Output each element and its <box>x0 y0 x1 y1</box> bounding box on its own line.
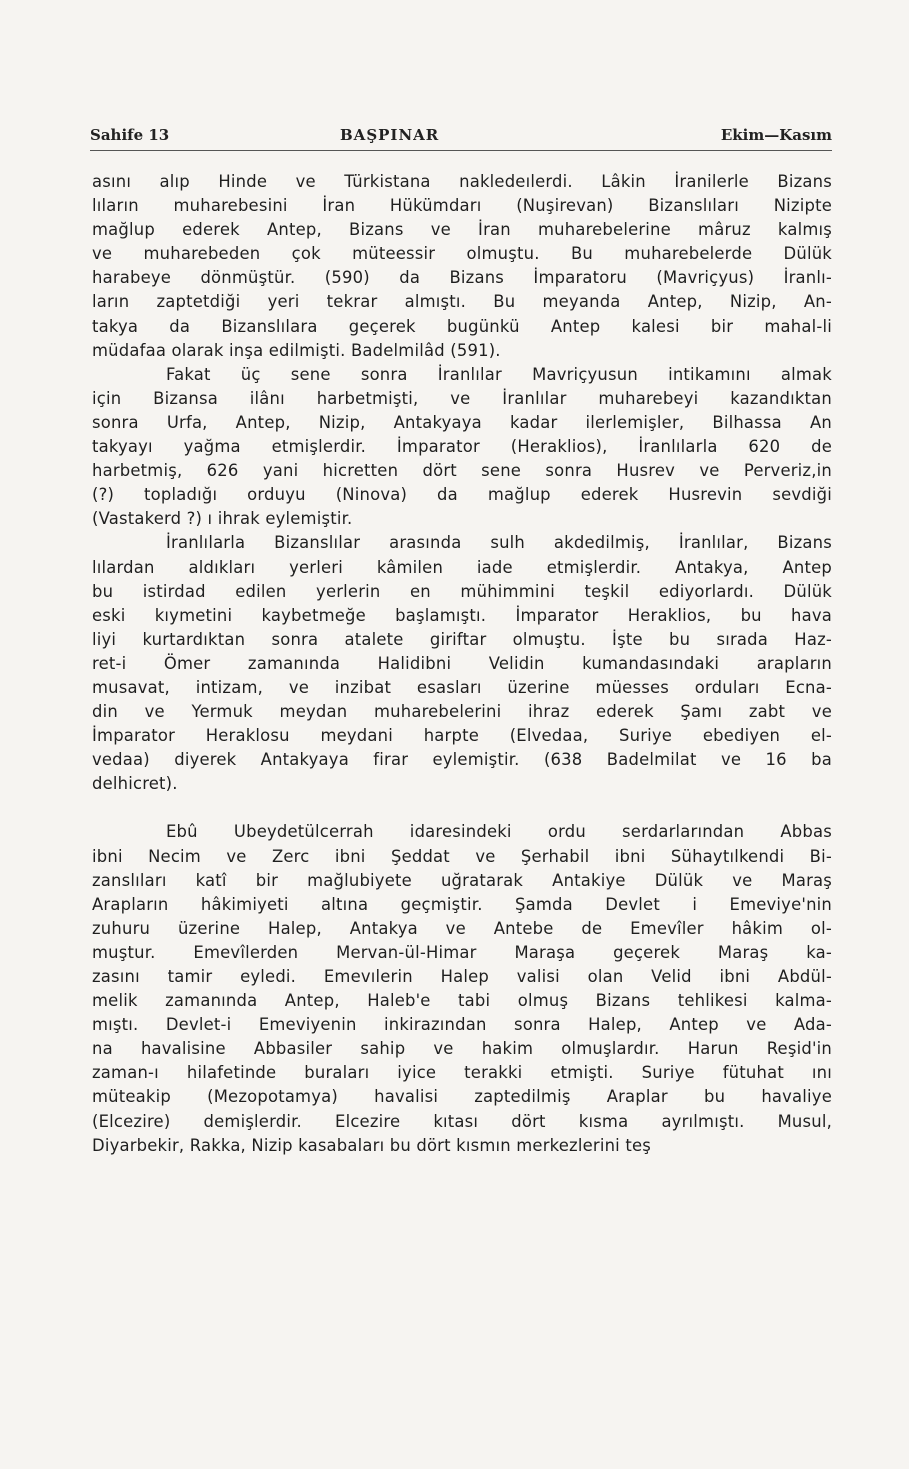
text-line: lıların muharebesini İran Hükümdarı (Nuşirevan) Bizanslıları Nizipte <box>92 196 832 216</box>
text-line: (Vastakerd ?) ı ihrak eylemiştir. <box>92 509 353 529</box>
text-line: Diyarbekir, Rakka, Nizip kasabaları bu dört kısmın merkezlerini teş <box>92 1135 651 1155</box>
text-line: Fakat üç sene sonra İranlılar Mavriçyusun intikamını almak <box>166 364 832 384</box>
text-line: müteakip (Mezopotamya) havalisi zaptedilmiş Araplar bu havaliye <box>92 1087 832 1107</box>
paragraph-gap <box>92 796 832 820</box>
text-line: mağlup ederek Antep, Bizans ve İran muharebelerine mâruz kalmış <box>92 220 832 240</box>
text-line: İmparator Heraklosu meydani harpte (Elvedaa, Suriye ebediyen el- <box>92 726 832 746</box>
text-line: Arapların hâkimiyeti altına geçmiştir. Şamda Devlet i Emeviye'nin <box>92 894 832 914</box>
text-line: (Elcezire) demişlerdir. Elcezire kıtası dört kısma ayrılmıştı. Musul, <box>92 1111 832 1131</box>
text-line: din ve Yermuk meydan muharebelerini ihraz ederek Şamı zabt ve <box>92 702 832 722</box>
text-line: bu istirdad edilen yerlerin en mühimmini teşkil ediyorlardı. Dülük <box>92 581 832 601</box>
text-line: asını alıp Hinde ve Türkistana nakledeılerdi. Lâkin İranilerle Bizans <box>92 172 832 191</box>
publication-title: BAŞPINAR <box>340 126 440 144</box>
text-line: harbetmiş, 626 yani hicretten dört sene sonra Husrev ve Perveriz,in <box>92 461 832 481</box>
text-line: na havalisine Abbasiler sahip ve hakim olmuşlardır. Harun Reşid'in <box>92 1039 832 1059</box>
article-body <box>92 170 832 1158</box>
text-line: Ebû Ubeydetülcerrah idaresindeki ordu serdarlarından Abbas <box>166 822 832 842</box>
text-line: liyi kurtardıktan sonra atalete giriftar olmuştu. İşte bu sırada Haz- <box>92 629 832 649</box>
paragraph <box>92 820 832 1157</box>
text-line: ve muharebeden çok müteessir olmuştu. Bu muharebelerde Dülük <box>92 244 832 264</box>
text-line: için Bizansa ilânı harbetmişti, ve İranlılar muharebeyi kazandıktan <box>92 388 832 408</box>
text-line: ibni Necim ve Zerc ibni Şeddat ve Şerhabil ibni Sühaytılkendi Bi- <box>92 846 832 866</box>
header-rule <box>90 150 832 151</box>
text-line: lılardan aldıkları yerleri kâmilen iade etmişlerdir. Antakya, Antep <box>92 557 832 577</box>
text-line: harabeye dönmüştür. (590) da Bizans İmparatoru (Mavriçyus) İranlı- <box>92 268 832 288</box>
text-line: müdafaa olarak inşa edilmişti. Badelmilâd (591). <box>92 340 501 360</box>
text-line: zaman-ı hilafetinde buraları iyice terakki etmişti. Suriye fütuhat ını <box>92 1063 832 1083</box>
text-line: takya da Bizanslılara geçerek bugünkü Antep kalesi bir mahal-li <box>92 316 832 336</box>
text-line: musavat, intizam, ve inzibat esasları üzerine müesses orduları Ecna- <box>92 677 832 697</box>
text-line: zanslıları katî bir mağlubiyete uğratarak Antakiye Dülük ve Maraş <box>92 870 832 890</box>
paragraph <box>92 363 832 532</box>
text-line: vedaa) diyerek Antakyaya firar eylemiştir. (638 Badelmilat ve 16 ba <box>92 750 832 770</box>
paragraph <box>92 531 832 796</box>
text-line: takyayı yağma etmişlerdir. İmparator (Heraklios), İranlılarla 620 de <box>92 437 832 457</box>
text-line: zuhuru üzerine Halep, Antakya ve Antebe de Emevîler hâkim ol- <box>92 918 832 938</box>
page-number: Sahife 13 <box>90 126 170 144</box>
paragraph <box>92 170 832 363</box>
text-line: İranlılarla Bizanslılar arasında sulh akdedilmiş, İranlılar, Bizans <box>166 533 832 553</box>
text-line: (?) topladığı orduyu (Ninova) da mağlup ederek Husrevin sevdiği <box>92 485 832 505</box>
text-line: melik zamanında Antep, Haleb'e tabi olmuş Bizans tehlikesi kalma- <box>92 991 832 1011</box>
text-line: ların zaptetdiği yeri tekrar almıştı. Bu meyanda Antep, Nizip, An- <box>92 292 832 312</box>
text-line: muştur. Emevîlerden Mervan-ül-Himar Maraşa geçerek Maraş ka- <box>92 942 832 962</box>
text-line: ret-i Ömer zamanında Halidibni Velidin kumandasındaki arapların <box>92 653 832 673</box>
text-line: zasını tamir eyledi. Emevılerin Halep valisi olan Velid ibni Abdül- <box>92 967 832 986</box>
text-line: mıştı. Devlet-i Emeviyenin inkirazından sonra Halep, Antep ve Ada- <box>92 1015 832 1035</box>
page-header <box>90 126 832 150</box>
issue-date: Ekim—Kasım <box>720 126 832 144</box>
text-line: sonra Urfa, Antep, Nizip, Antakyaya kadar ilerlemişler, Bilhassa An <box>92 412 832 432</box>
text-line: delhicret). <box>92 774 178 794</box>
text-line: eski kıymetini kaybetmeğe başlamıştı. İmparator Heraklios, bu hava <box>92 605 832 625</box>
